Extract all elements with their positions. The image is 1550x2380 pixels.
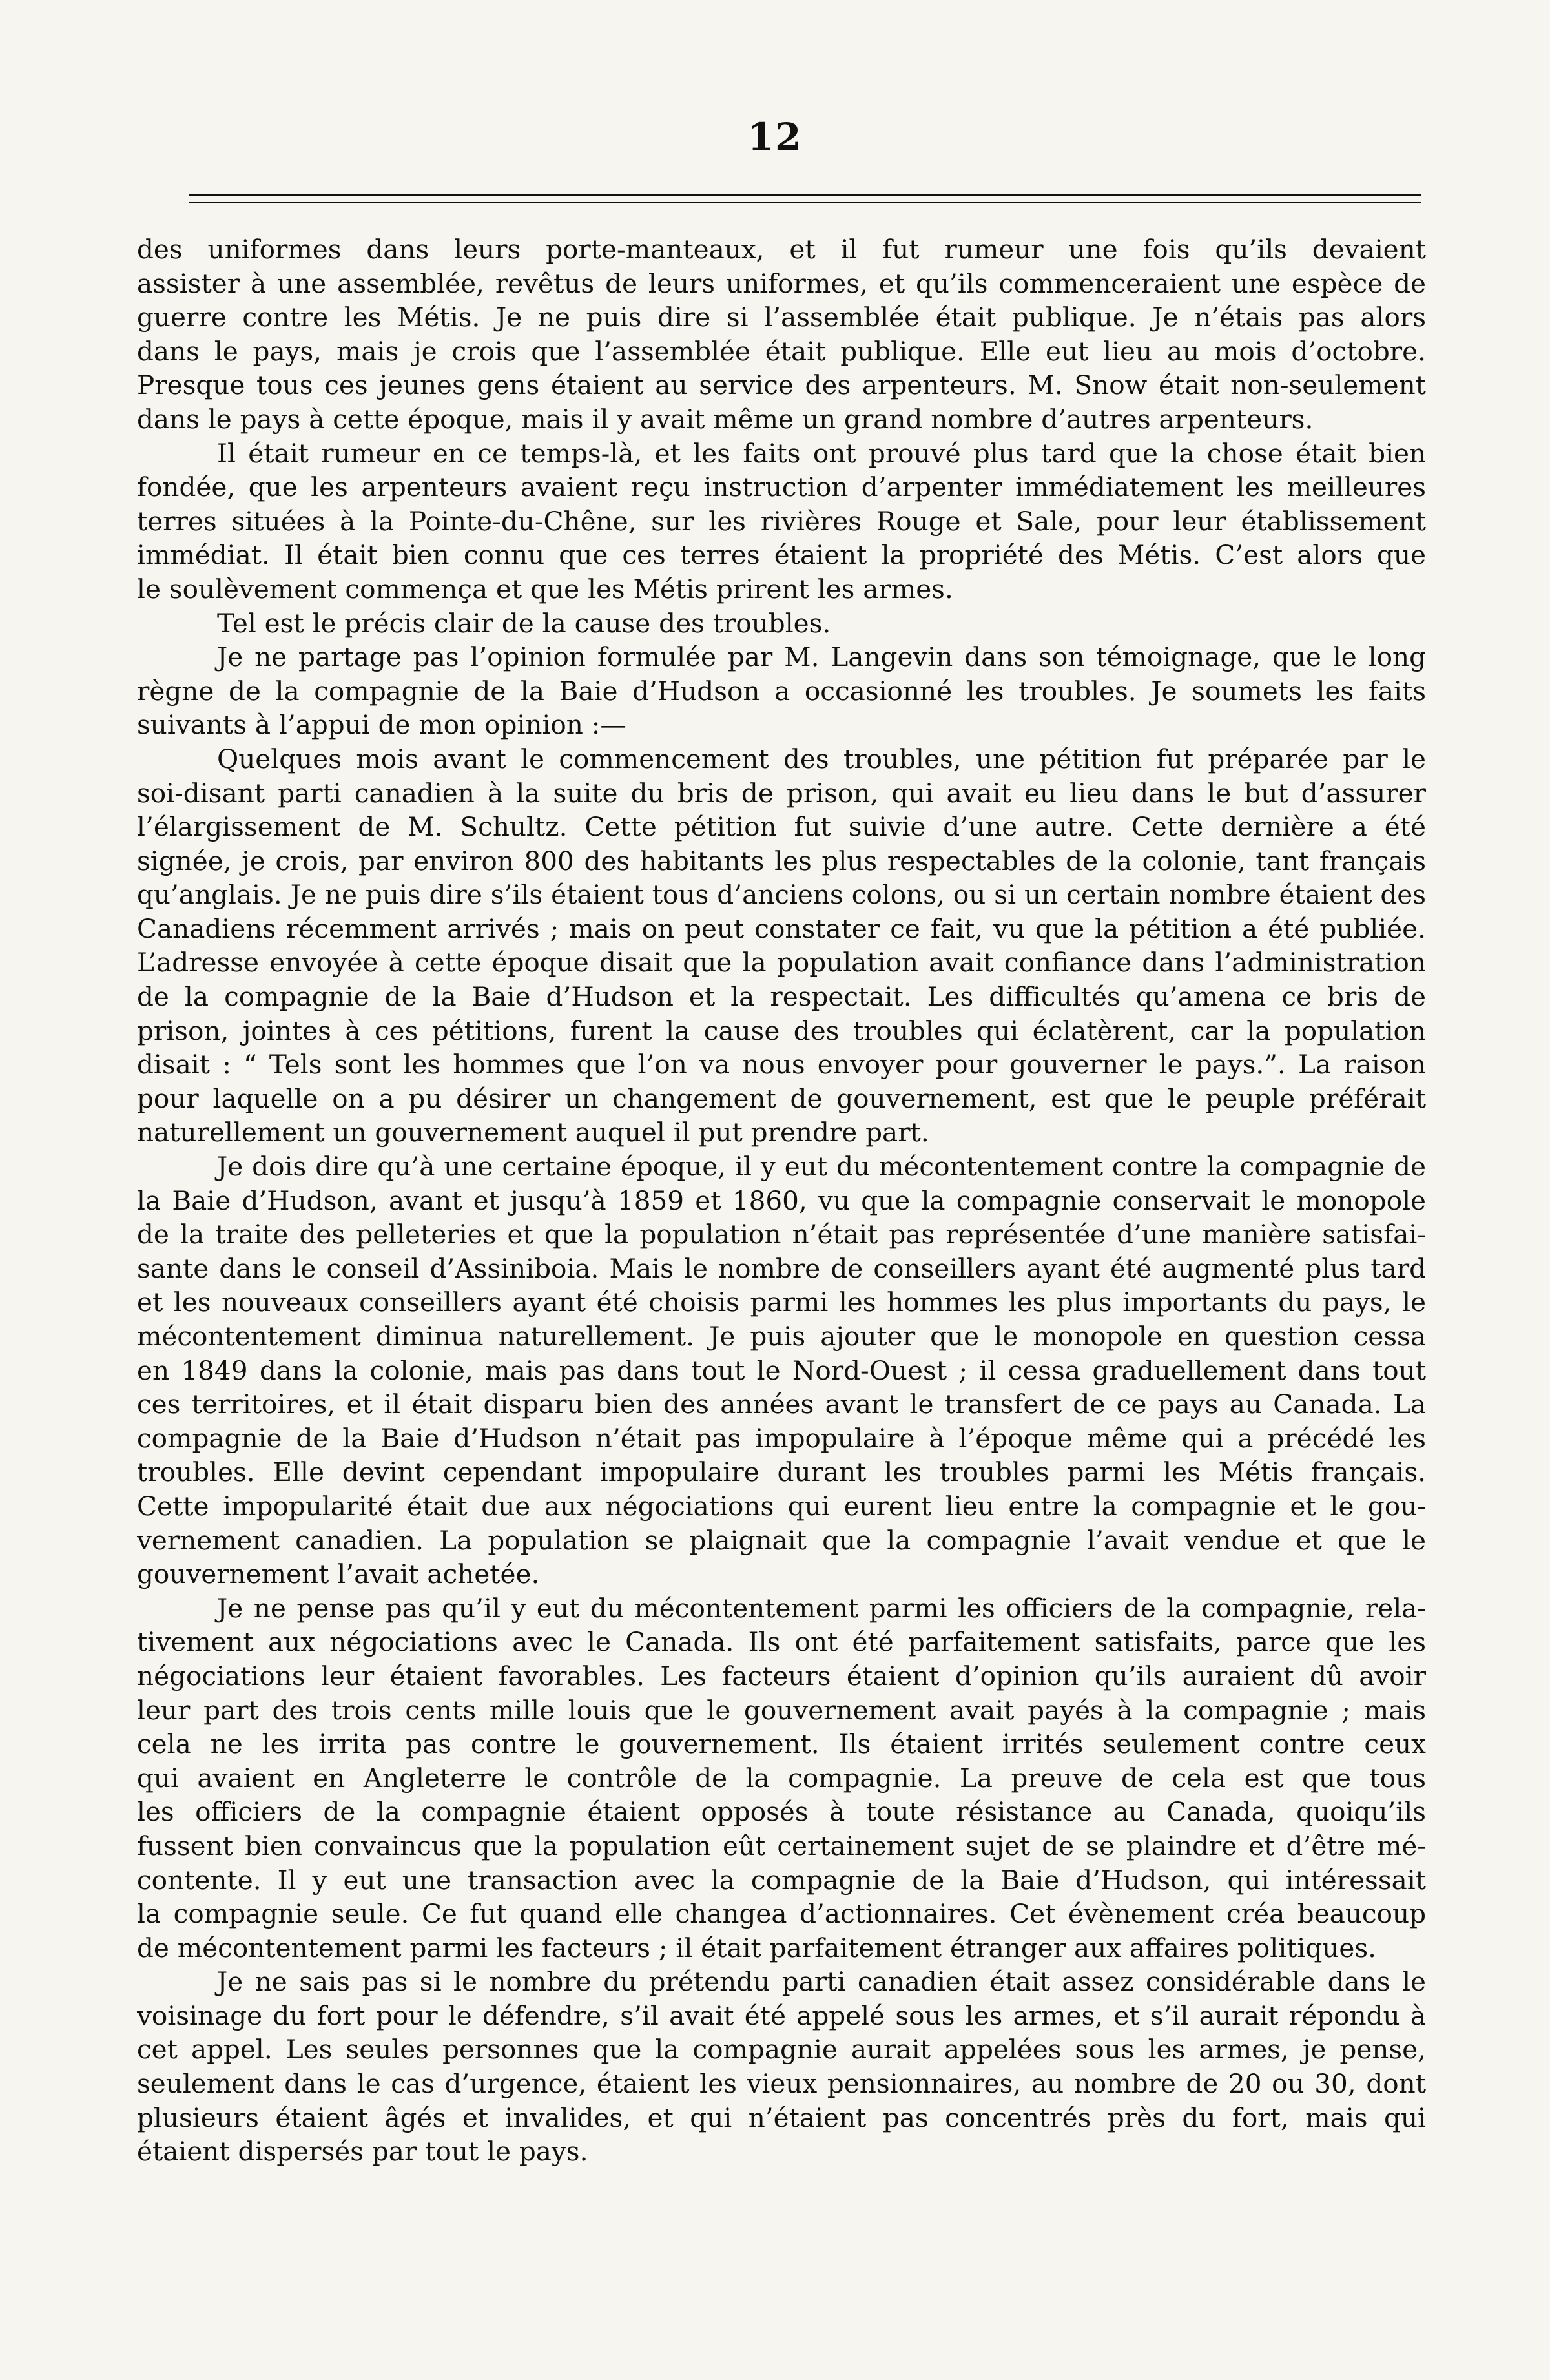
text-line: Je ne pense pas qu’il y eut du mécontentement parmi les officiers de la compagnie, rela-	[217, 1592, 1426, 1624]
text-line: Tel est le précis clair de la cause des troubles.	[217, 607, 831, 639]
text-line: des uniformes dans leurs porte-manteaux, et il fut rumeur une fois qu’ils devaient	[137, 234, 1426, 265]
text-line: cet appel. Les seules personnes que la compagnie aurait appelées sous les armes, je pense,	[137, 2034, 1426, 2065]
text-line: le soulèvement commença et que les Métis prirent les armes.	[137, 573, 953, 605]
header-rule-thin	[189, 202, 1421, 203]
text-line: disait : “ Tels sont les hommes que l’on va nous envoyer pour gouverner le pays.”. La raison	[137, 1049, 1426, 1081]
text-line: de mécontentement parmi les facteurs ; il était parfaitement étranger aux affaires politiques.	[137, 1932, 1377, 1963]
text-line: L’adresse envoyée à cette époque disait que la population avait confiance dans l’administration	[137, 947, 1426, 978]
text-line: plusieurs étaient âgés et invalides, et qui n’étaient pas concentrés près du fort, mais qui	[137, 2102, 1426, 2133]
paragraph	[137, 640, 1426, 742]
text-line: la compagnie seule. Ce fut quand elle changea d’actionnaires. Cet évènement créa beaucoup	[137, 1898, 1426, 1930]
text-line: dans le pays, mais je crois que l’assemblée était publique. Elle eut lieu au mois d’octobre.	[137, 335, 1426, 367]
text-line: l’élargissement de M. Schultz. Cette pétition fut suivie d’une autre. Cette dernière a été	[137, 811, 1426, 843]
text-line: voisinage du fort pour le défendre, s’il avait été appelé sous les armes, et s’il aurait répondu à	[137, 2000, 1426, 2031]
text-line: qui avaient en Angleterre le contrôle de la compagnie. La preuve de cela est que tous	[137, 1762, 1426, 1794]
text-line: qu’anglais. Je ne puis dire s’ils étaient tous d’anciens colons, ou si un certain nombre étaient des	[137, 879, 1426, 911]
text-line: fussent bien convaincus que la population eût certainement sujet de se plaindre et d’être mé-	[137, 1830, 1426, 1861]
paragraph	[137, 1150, 1426, 1591]
text-line: négociations leur étaient favorables. Les facteurs étaient d’opinion qu’ils auraient dû avoir	[137, 1660, 1426, 1692]
text-line: Presque tous ces jeunes gens étaient au service des arpenteurs. M. Snow était non-seulement	[137, 369, 1426, 401]
text-line: fondée, que les arpenteurs avaient reçu instruction d’arpenter immédiatement les meilleures	[137, 471, 1426, 503]
text-line: sante dans le conseil d’Assiniboia. Mais le nombre de conseillers ayant été augmenté plus tard	[137, 1252, 1426, 1284]
text-line: tivement aux négociations avec le Canada. Ils ont été parfaitement satisfaits, parce que les	[137, 1626, 1426, 1658]
paragraph	[137, 606, 1426, 641]
text-line: terres situées à la Pointe-du-Chêne, sur les rivières Rouge et Sale, pour leur établissement	[137, 505, 1426, 537]
text-line: de la traite des pelleteries et que la population n’était pas représentée d’une manière satisfai-	[137, 1219, 1426, 1250]
paragraph	[137, 233, 1426, 437]
paragraph	[137, 1591, 1426, 1965]
text-line: suivants à l’appui de mon opinion :—	[137, 709, 626, 741]
text-line: et les nouveaux conseillers ayant été choisis parmi les hommes les plus importants du pays, le	[137, 1287, 1426, 1318]
text-line: Il était rumeur en ce temps-là, et les faits ont prouvé plus tard que la chose était bien	[217, 437, 1426, 469]
text-line: dans le pays à cette époque, mais il y avait même un grand nombre d’autres arpenteurs.	[137, 403, 1314, 435]
text-line: ces territoires, et il était disparu bien des années avant le transfert de ce pays au Canada. La	[137, 1389, 1426, 1420]
text-line: cela ne les irrita pas contre le gouvernement. Ils étaient irrités seulement contre ceux	[137, 1728, 1426, 1760]
text-line: signée, je crois, par environ 800 des habitants les plus respectables de la colonie, tant français	[137, 845, 1426, 876]
text-line: Je ne sais pas si le nombre du prétendu parti canadien était assez considérable dans le	[217, 1966, 1426, 1998]
text-line: Je dois dire qu’à une certaine époque, il y eut du mécontentement contre la compagnie de	[217, 1151, 1426, 1183]
text-line: troubles. Elle devint cependant impopulaire durant les troubles parmi les Métis français.	[137, 1456, 1426, 1488]
header-rule	[189, 194, 1421, 196]
text-line: de la compagnie de la Baie d’Hudson et la respectait. Les difficultés qu’amena ce bris de	[137, 981, 1426, 1013]
paragraph	[137, 437, 1426, 606]
paragraph	[137, 742, 1426, 1150]
text-line: Je ne partage pas l’opinion formulée par M. Langevin dans son témoignage, que le long	[217, 641, 1426, 673]
paragraph	[137, 1965, 1426, 2169]
text-line: règne de la compagnie de la Baie d’Hudson a occasionné les troubles. Je soumets les faits	[137, 675, 1426, 707]
text-line: pour laquelle on a pu désirer un changement de gouvernement, est que le peuple préférait	[137, 1082, 1426, 1114]
text-line: les officiers de la compagnie étaient opposés à toute résistance au Canada, quoiqu’ils	[137, 1796, 1426, 1828]
text-line: leur part des trois cents mille louis que le gouvernement avait payés à la compagnie ; mais	[137, 1694, 1426, 1726]
text-line: guerre contre les Métis. Je ne puis dire si l’assemblée était publique. Je n’étais pas alors	[137, 302, 1426, 333]
text-line: Cette impopularité était due aux négociations qui eurent lieu entre la compagnie et le gou-	[137, 1490, 1426, 1522]
text-line: gouvernement l’avait achetée.	[137, 1558, 540, 1590]
text-line: contente. Il y eut une transaction avec la compagnie de la Baie d’Hudson, qui intéressait	[137, 1864, 1426, 1896]
text-line: vernement canadien. La population se plaignait que la compagnie l’avait vendue et que le	[137, 1524, 1426, 1556]
body-text	[137, 233, 1426, 2169]
page-number: 12	[747, 115, 803, 159]
text-line: seulement dans le cas d’urgence, étaient les vieux pensionnaires, au nombre de 20 ou 30, dont	[137, 2068, 1426, 2100]
text-line: étaient dispersés par tout le pays.	[137, 2136, 588, 2168]
text-line: compagnie de la Baie d’Hudson n’était pas impopulaire à l’époque même qui a précédé les	[137, 1422, 1426, 1454]
text-line: naturellement un gouvernement auquel il put prendre part.	[137, 1117, 929, 1148]
text-line: en 1849 dans la colonie, mais pas dans tout le Nord-Ouest ; il cessa graduellement dans tout	[137, 1354, 1426, 1386]
text-line: Canadiens récemment arrivés ; mais on peut constater ce fait, vu que la pétition a été publiée.	[137, 913, 1426, 944]
text-line: assister à une assemblée, revêtus de leurs uniformes, et qu’ils commenceraient une espèce de	[137, 267, 1426, 299]
text-line: mécontentement diminua naturellement. Je puis ajouter que le monopole en question cessa	[137, 1321, 1426, 1352]
text-line: Quelques mois avant le commencement des troubles, une pétition fut préparée par le	[217, 743, 1426, 774]
text-line: prison, jointes à ces pétitions, furent la cause des troubles qui éclatèrent, car la population	[137, 1015, 1426, 1046]
text-line: la Baie d’Hudson, avant et jusqu’à 1859 et 1860, vu que la compagnie conservait le monopole	[137, 1185, 1426, 1216]
text-line: soi-disant parti canadien à la suite du bris de prison, qui avait eu lieu dans le but d’assurer	[137, 777, 1426, 809]
text-line: immédiat. Il était bien connu que ces terres étaient la propriété des Métis. C’est alors que	[137, 539, 1426, 571]
